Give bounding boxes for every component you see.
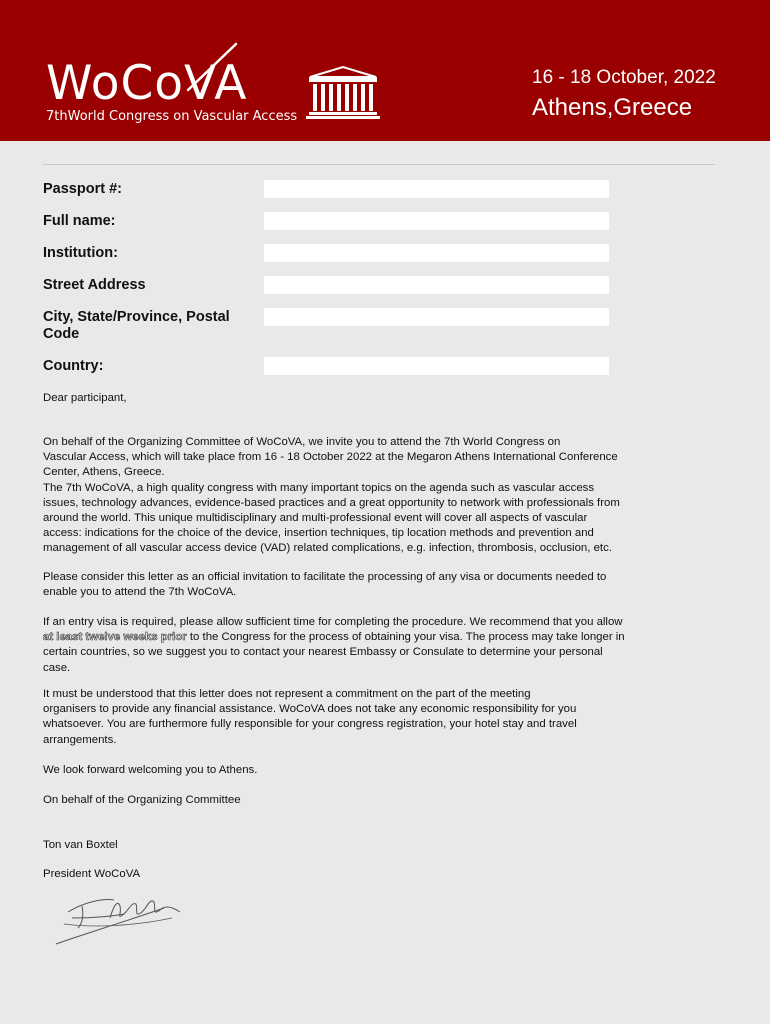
paragraph-visa-letter: [43, 570, 718, 600]
passport-input[interactable]: [264, 180, 609, 198]
closing-line: We look forward welcoming you to Athens.: [43, 764, 258, 776]
divider: [43, 164, 715, 165]
text-line: access: indications for the choice of the device, insertion techniques, tip location methods and prevention and: [43, 527, 594, 540]
on-behalf-line: On behalf of the Organizing Committee: [43, 794, 241, 806]
logo-swoosh-icon: [180, 40, 240, 100]
text-line: Please consider this letter as an official invitation to facilitate the processing of any visa or documents needed to: [43, 571, 607, 583]
parthenon-icon: [306, 65, 380, 121]
text-line: Vascular Access, which will take place from 16 - 18 October 2022 at the Megaron Athens International Conference: [43, 451, 618, 464]
street-address-label: Street Address: [43, 277, 146, 293]
text-line: It must be understood that this letter does not represent a commitment on the part of the meeting: [43, 688, 531, 700]
text-line: enable you to attend the 7th WoCoVA.: [43, 586, 237, 599]
fullname-input[interactable]: [264, 212, 609, 230]
logo-wordmark: WoCoVA: [46, 56, 248, 111]
text-line: On behalf of the Organizing Committee of WoCoVA, we invite you to attend the 7th World Congress on: [43, 436, 561, 448]
emphasis-text: at least twelve weeks prior: [43, 631, 187, 644]
greeting: Dear participant,: [43, 392, 127, 404]
institution-label: Institution:: [43, 245, 118, 261]
city-label-line2: Code: [43, 326, 80, 342]
text-line: case.: [43, 661, 71, 674]
fullname-label: Full name:: [43, 213, 116, 229]
country-input[interactable]: [264, 357, 609, 375]
text-line: arrangements.: [43, 733, 117, 746]
passport-label: Passport #:: [43, 181, 122, 197]
text-span: to the Congress for the process of obtaining your visa. The process may take longer in: [186, 631, 625, 644]
text-line: issues, technology advances, evidence-based practices and a great opportunity to network with professionals from: [43, 496, 620, 509]
street-address-input[interactable]: [264, 276, 609, 294]
text-line: certain countries, so we suggest you to contact your nearest Embassy or Consulate to determine your personal: [43, 646, 603, 659]
text-line: [43, 630, 718, 645]
country-label: Country:: [43, 358, 104, 374]
event-location: Athens,Greece: [532, 94, 693, 121]
text-line: Center, Athens, Greece.: [43, 466, 165, 479]
event-dates: 16 - 18 October, 2022: [532, 67, 716, 88]
city-label: [43, 309, 230, 343]
logo-subtitle: 7thWorld Congress on Vascular Access: [46, 109, 298, 124]
text-line: If an entry visa is required, please allow sufficient time for completing the procedure. We recommend that you allow: [43, 616, 623, 628]
text-line: around the world. This unique multidisciplinary and multi-professional event will cover all aspects of vascular: [43, 512, 588, 525]
text-line: management of all vascular access device (VAD) related complications, e.g. infection, thrombosis, occlusion, etc.: [43, 542, 612, 555]
city-label-line1: City, State/Province, Postal: [43, 309, 230, 325]
paragraph-entry-visa: [43, 615, 718, 676]
paragraph-invitation: [43, 435, 718, 557]
signer-name: Ton van Boxtel: [43, 839, 118, 851]
text-line: The 7th WoCoVA, a high quality congress with many important topics on the agenda such as vascular access: [43, 481, 595, 494]
header-banner: [0, 0, 770, 141]
city-input[interactable]: [264, 308, 609, 326]
paragraph-disclaimer: [43, 687, 718, 748]
signer-title: President WoCoVA: [43, 868, 141, 880]
text-line: whatsoever. You are furthermore fully responsible for your congress registration, your hotel stay and travel: [43, 718, 577, 731]
text-line: organisers to provide any financial assistance. WoCoVA does not take any economic responsibility for you: [43, 703, 577, 716]
signature-image: [54, 888, 189, 948]
institution-input[interactable]: [264, 244, 609, 262]
